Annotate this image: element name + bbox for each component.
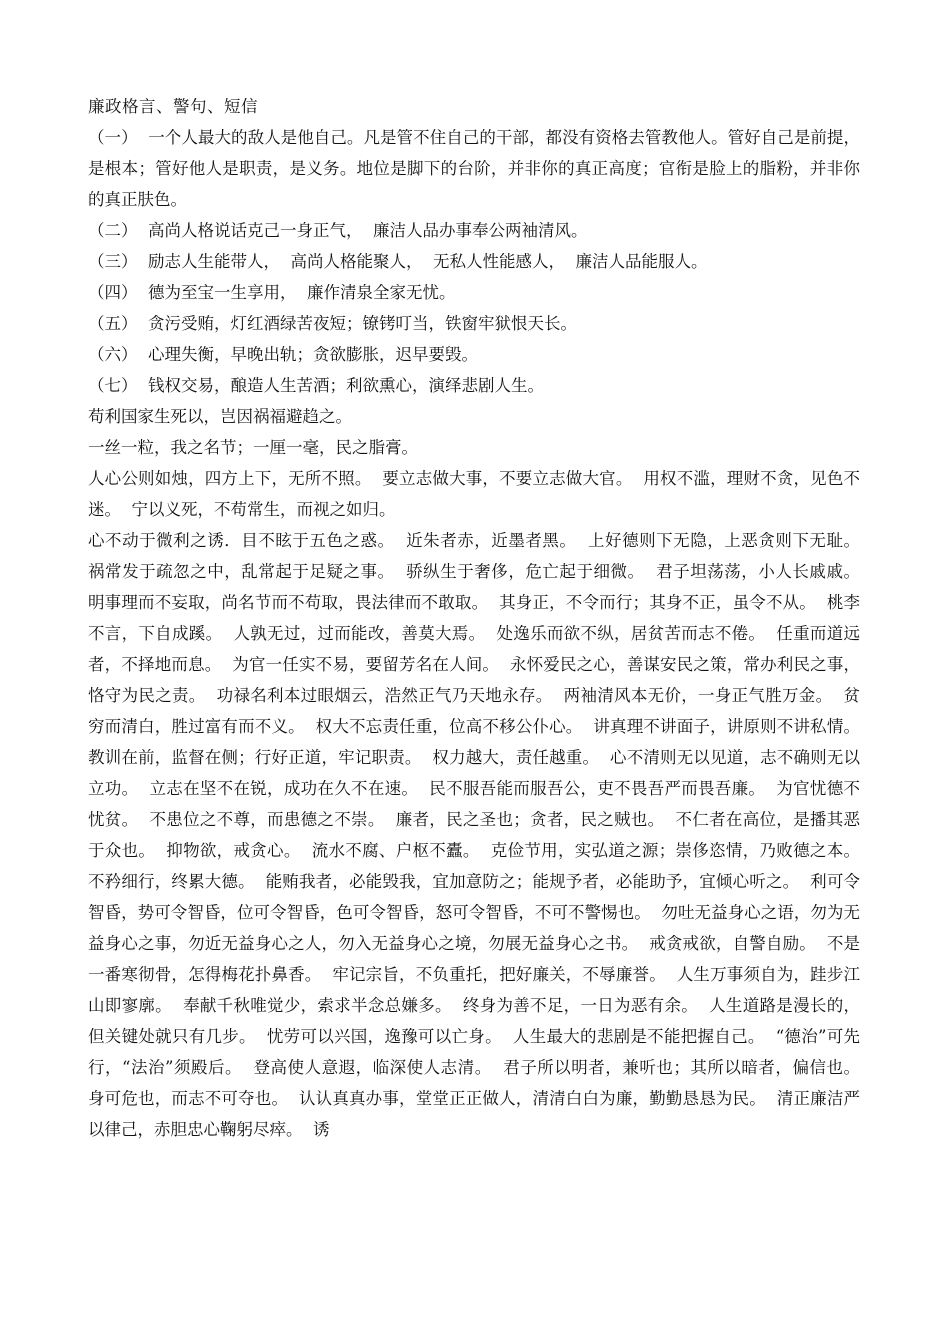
paragraph-10: 人心公则如烛，四方上下，无所不照。 要立志做大事，不要立志做大官。 用权不滥，理财不贪，见色不迷。 宁以义死，不苟常生，而视之如归。: [88, 469, 860, 519]
paragraph-8: 苟利国家生死以，岂因祸福避趋之。: [88, 407, 352, 426]
document-title: 廉政格言、警句、短信: [88, 97, 258, 116]
paragraph-9: 一丝一粒，我之名节；一厘一毫，民之脂膏。: [88, 438, 418, 457]
paragraph-4: （四） 德为至宝一生享用， 廉作清泉全家无忧。: [88, 283, 456, 302]
paragraph-2: （二） 高尚人格说话克己一身正气， 廉洁人品办事奉公两袖清风。: [88, 221, 588, 240]
document-page: [88, 91, 871, 1145]
paragraph-1: （一） 一个人最大的敌人是他自己。凡是管不住自己的干部，都没有资格去管教他人。管好自己是前提，是根本；管好他人是职责，是义务。地位是脚下的台阶，并非你的真正高度；官衔是脸上的脂粉，并非你的真正肤色。: [88, 128, 860, 209]
paragraph-7: （七） 钱权交易，酿造人生苦酒；利欲熏心，演绎悲剧人生。: [88, 376, 544, 395]
paragraph-3: （三） 励志人生能带人， 高尚人格能聚人， 无私人性能感人， 廉洁人品能服人。: [88, 252, 708, 271]
paragraph-6: （六） 心理失衡，早晚出轨；贪欲膨胀，迟早要毁。: [88, 345, 478, 364]
paragraph-5: （五） 贪污受贿，灯红酒绿苦夜短；镣铐叮当，铁窗牢狱恨天长。: [88, 314, 577, 333]
paragraph-11: 心不动于微利之诱．目不眩于五色之惑。 近朱者赤，近墨者黑。 上好德则下无隐，上恶贪则下无耻。 祸常发于疏忽之中，乱常起于足疑之事。 骄纵生于奢侈，危亡起于细微。 君子坦荡荡，小人长戚戚。 明事理而不妄取，尚名节而不苟取，畏法律而不敢取。 其身正，不令而行；其身不正，虽令不从。 桃李不言，下自成蹊。 人孰无过，过而能改，善莫大焉。 处逸乐而欲不纵，居贫苦而志不倦。 任重而道远者，不择地而息。 为官一任实不易，要留芳名在人间。 永怀爱民之心，善谋安民之策，常办利民之事，恪守为民之责。 功禄名利本过眼烟云，浩然正气乃天地永存。 两袖清风本无价，一身正气胜万金。 贫穷而清白，胜过富有而不义。 权大不忘责任重，位高不移公仆心。 讲真理不讲面子，讲原则不讲私情。 教训在前，监督在侧；行好正道，牢记职责。 权力越大，责任越重。 心不清则无以见道，志不确则无以立功。 立志在坚不在锐，成功在久不在速。 民不服吾能而服吾公，吏不畏吾严而畏吾廉。 为官忧德不忧贫。 不患位之不尊，而患德之不崇。 廉者，民之圣也；贪者，民之贼也。 不仁者在高位，是播其恶于众也。 抑物欲，戒贪心。 流水不腐、户枢不蠹。 克俭节用，实弘道之源；崇侈恣情，乃败德之本。 不矜细行，终累大德。 能贿我者，必能毁我，宜加意防之；能规予者，必能助予，宜倾心听之。 利可令智昏，势可令智昏，位可令智昏，色可令智昏，怒可令智昏，不可不警惕也。 勿吐无益身心之语，勿为无益身心之事，勿近无益身心之人，勿入无益身心之境，勿展无益身心之书。 戒贪戒欲，自警自励。 不是一番寒彻骨，怎得梅花扑鼻香。 牢记宗旨，不负重托，把好廉关，不辱廉誉。 人生万事须自为，跬步江山即寥廓。 奉献千秋唯觉少，索求半念总嫌多。 终身为善不足，一日为恶有余。 人生道路是漫长的，但关键处就只有几步。 忧劳可以兴国，逸豫可以亡身。 人生最大的悲剧是不能把握自己。 “德治”可先行，“法治”须殿后。 登高使人意遐，临深使人志清。 君子所以明者，兼听也；其所以暗者，偏信也。 身可危也，而志不可夺也。 认认真真办事，堂堂正正做人，清清白白为廉，勤勤恳恳为民。 清正廉洁严以律己，赤胆忠心鞠躬尽瘁。 诱: [88, 531, 871, 1139]
